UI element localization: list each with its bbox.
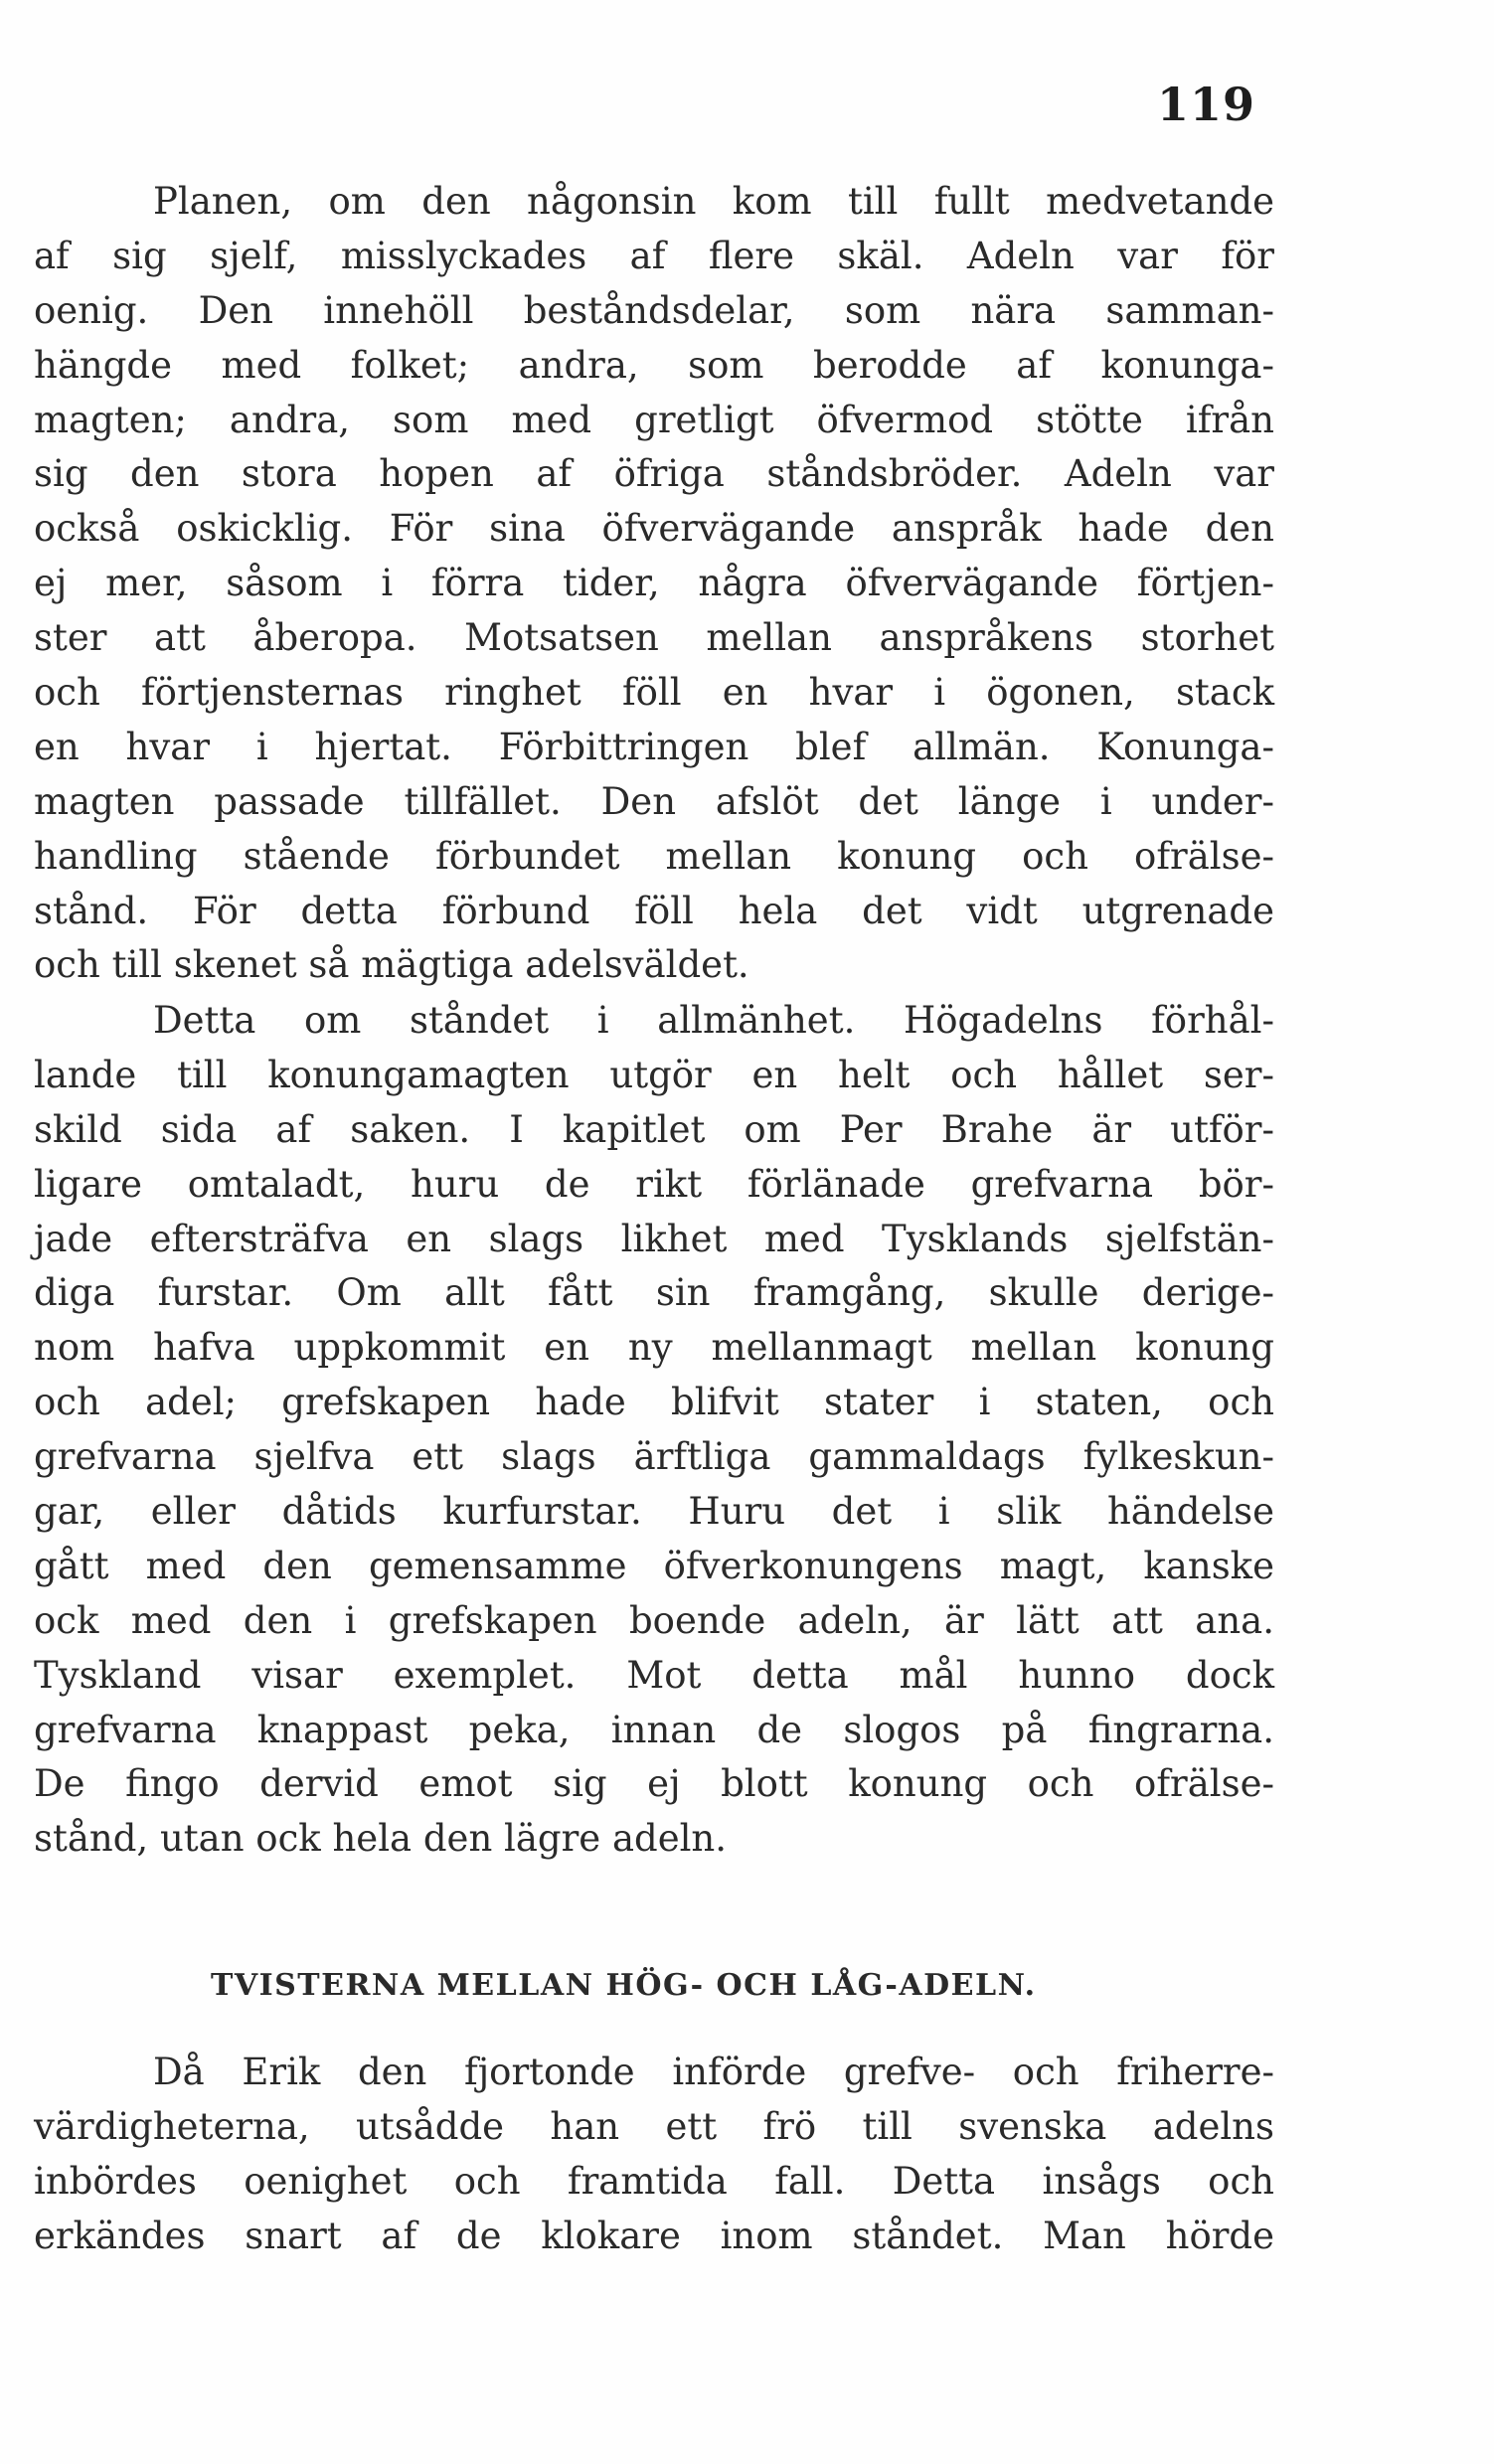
text-line: handling stående förbundet mellan konung och ofrälse- (34, 834, 1274, 878)
text-line: ligare omtaladt, huru de rikt förlänade grefvarna bör- (34, 1162, 1274, 1206)
text-line: ster att åberopa. Motsatsen mellan anspråkens storhet (34, 616, 1274, 660)
text-line: gar, eller dåtids kurfurstar. Huru det i slik händelse (34, 1490, 1274, 1534)
text-line: hängde med folket; andra, som berodde af konunga- (34, 343, 1274, 387)
text-line: gått med den gemensamme öfverkonungens magt, kanske (34, 1544, 1274, 1587)
paragraph-3 (34, 2046, 1274, 2264)
text-line: Planen, om den någonsin kom till fullt medvetande (153, 180, 1274, 223)
text-line: jade eftersträfva en slags likhet med Tysklands sjelfstän- (34, 1217, 1274, 1260)
text-line: Detta om ståndet i allmänhet. Högadelns förhål- (153, 999, 1274, 1042)
page-number: 119 (1156, 78, 1255, 131)
text-line: värdigheterna, utsådde han ett frö till svenska adelns (34, 2104, 1274, 2148)
paragraph-1 (34, 175, 1274, 993)
text-line: magten passade tillfället. Den afslöt det länge i under- (34, 779, 1274, 823)
text-line: Då Erik den fjortonde införde grefve- och friherre- (153, 2051, 1274, 2093)
text-line: grefvarna knappast peka, innan de slogos på fingrarna. (34, 1708, 1274, 1751)
text-line: magten; andra, som med gretligt öfvermod stötte ifrån (34, 398, 1274, 441)
text-line: Tyskland visar exemplet. Mot detta mål hunno dock (34, 1653, 1274, 1697)
text-line: och adel; grefskapen hade blifvit stater i staten, och (34, 1381, 1274, 1424)
text-line: och till skenet så mägtiga adelsväldet. (34, 943, 749, 987)
text-line: af sig sjelf, misslyckades af flere skäl. Adeln var för (34, 234, 1274, 277)
text-line: oenig. Den innehöll beståndsdelar, som nära samman- (34, 288, 1274, 332)
paragraph-2 (34, 994, 1274, 1867)
text-line: skild sida af saken. I kapitlet om Per Brahe är utför- (34, 1107, 1274, 1151)
section-heading: TVISTERNA MELLAN HÖG- OCH LÅG-ADELN. (211, 1968, 1037, 2003)
text-line: lande till konungamagten utgör en helt och hållet ser- (34, 1053, 1274, 1096)
text-line: ock med den i grefskapen boende adeln, är lätt att ana. (34, 1598, 1274, 1642)
text-line: och förtjensternas ringhet föll en hvar i ögonen, stack (34, 671, 1274, 715)
text-line: nom hafva uppkommit en ny mellanmagt mellan konung (34, 1326, 1274, 1370)
text-line: diga furstar. Om allt fått sin framgång, skulle derige- (34, 1271, 1274, 1315)
text-line: stånd. För detta förbund föll hela det vidt utgrenade (34, 889, 1274, 932)
text-line: stånd, utan ock hela den lägre adeln. (34, 1817, 728, 1861)
text-line: grefvarna sjelfva ett slags ärftliga gammaldags fylkeskun- (34, 1435, 1274, 1479)
text-line: De fingo dervid emot sig ej blott konung och ofrälse- (34, 1762, 1274, 1806)
text-line: också oskicklig. För sina öfvervägande anspråk hade den (34, 507, 1274, 551)
text-line: ej mer, såsom i förra tider, några öfvervägande förtjen- (34, 562, 1274, 605)
text-line: sig den stora hopen af öfriga ståndsbröder. Adeln var (34, 452, 1274, 496)
text-line: en hvar i hjertat. Förbittringen blef allmän. Konunga- (34, 725, 1274, 768)
text-line: inbördes oenighet och framtida fall. Detta insågs och (34, 2159, 1274, 2203)
text-line: erkändes snart af de klokare inom ståndet. Man hörde (34, 2214, 1274, 2257)
